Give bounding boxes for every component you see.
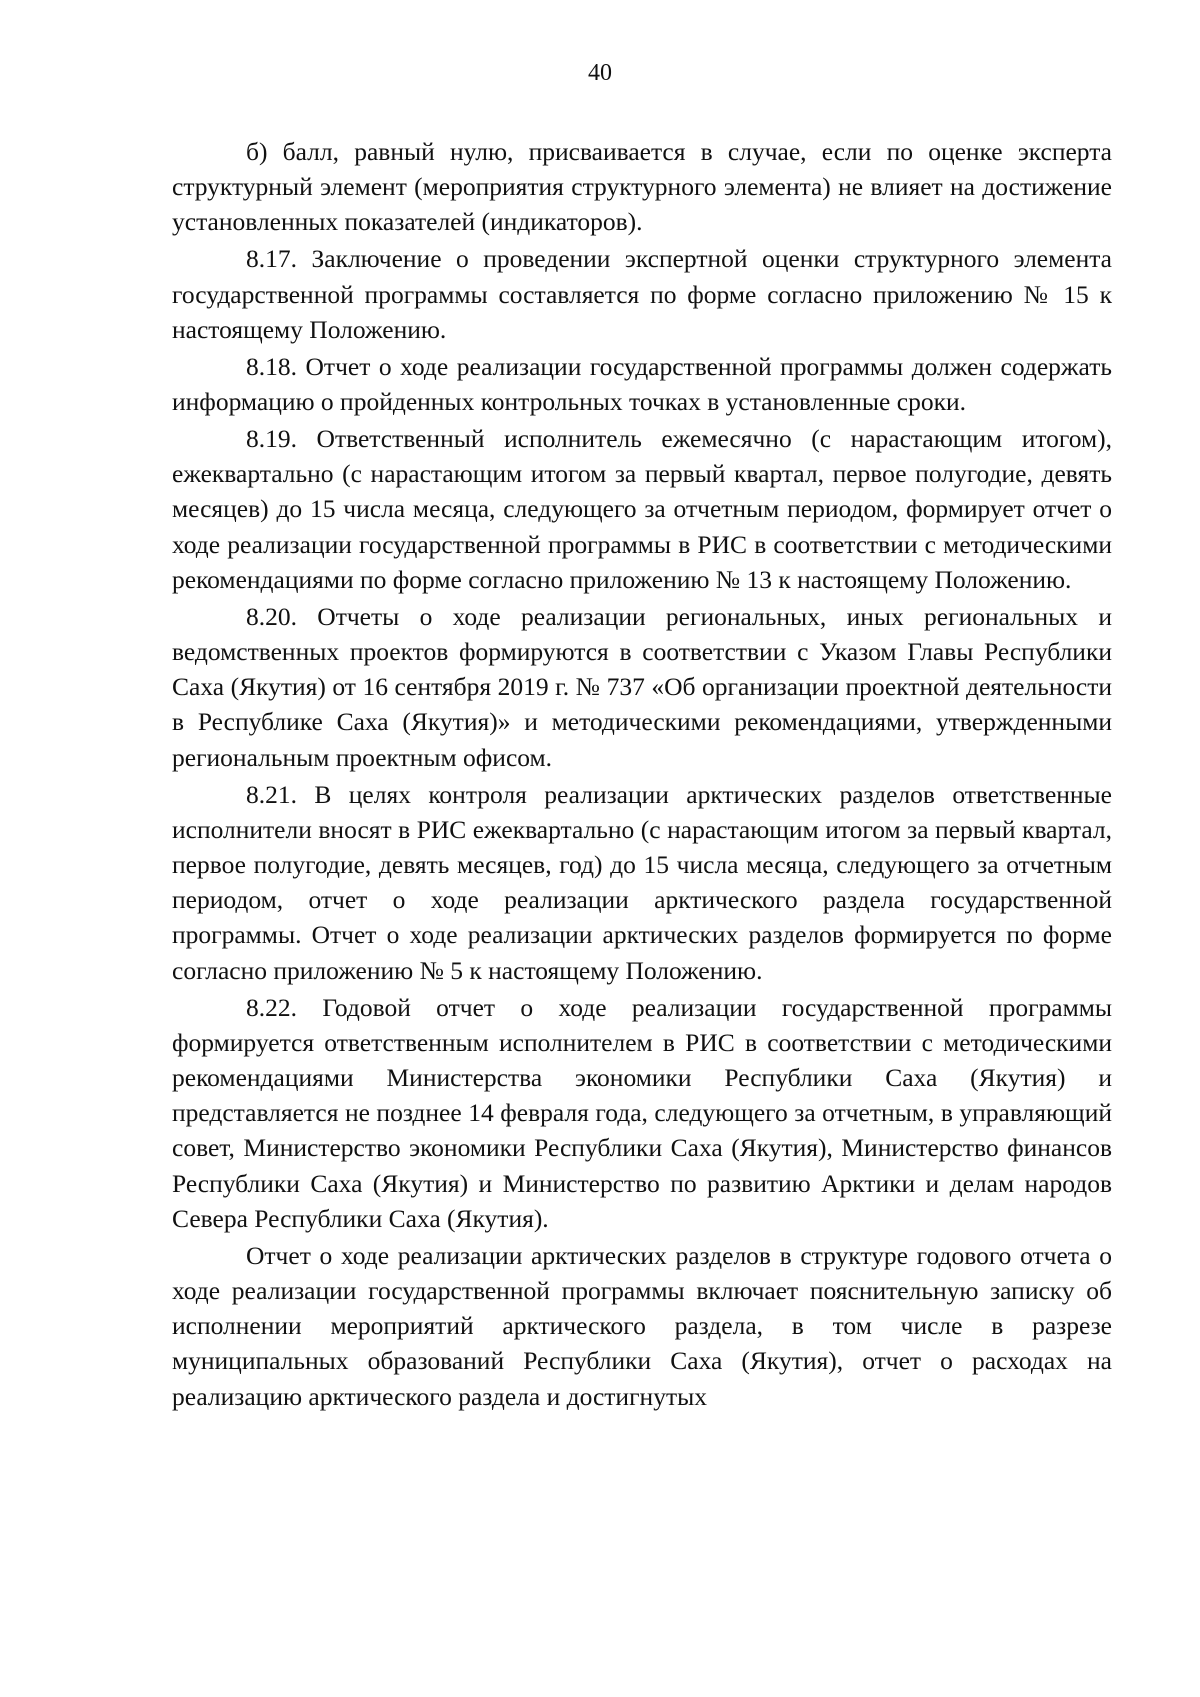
paragraph-8-18: 8.18. Отчет о ходе реализации государственной программы должен содержать информацию о пройденных контрольных точках в установленные сроки.: [172, 351, 1112, 417]
paragraph-8-21: 8.21. В целях контроля реализации арктических разделов ответственные исполнители вносят в РИС ежеквартально (с нарастающим итогом за первый квартал, первое полугодие, девять месяцев, год) до 15 числа месяца, следующего за отчетным периодом, отчет о ходе реализации арктического раздела государственной программы. Отчет о ходе реализации арктических разделов формируется по форме согласно приложению № 5 к настоящему Положению.: [172, 779, 1112, 985]
paragraph-b-zero-score: б) балл, равный нулю, присваивается в случае, если по оценке эксперта структурный элемент (мероприятия структурного элемента) не влияет на достижение установленных показателей (индикаторов).: [172, 137, 1112, 237]
paragraph-8-19: 8.19. Ответственный исполнитель ежемесячно (с нарастающим итогом), ежеквартально (с нарастающим итогом за первый квартал, первое полугодие, девять месяцев) до 15 числа месяца, следующего за отчетным периодом, формирует отчет о ходе реализации государственной программы в РИС в соответствии с методическими рекомендациями по форме согласно приложению № 13 к настоящему Положению.: [172, 424, 1112, 594]
paragraph-arctic-report: Отчет о ходе реализации арктических разделов в структуре годового отчета о ходе реализации государственной программы включает пояснительную записку об исполнении мероприятий арктического раздела, в том числе в разрезе муниципальных образований Республики Саха (Якутия), отчет о расходах на реализацию арктического раздела и достигнутых: [172, 1240, 1112, 1411]
paragraph-8-22: 8.22. Годовой отчет о ходе реализации государственной программы формируется ответственным исполнителем в РИС в соответствии с методическими рекомендациями Министерства экономики Республики Саха (Якутия) и представляется не позднее 14 февраля года, следующего за отчетным, в управляющий совет, Министерство экономики Республики Саха (Якутия), Министерство финансов Республики Саха (Якутия) и Министерство по развитию Арктики и делам народов Севера Республики Саха (Якутия).: [172, 992, 1112, 1233]
paragraph-8-20: 8.20. Отчеты о ходе реализации региональных, иных региональных и ведомственных проектов формируются в соответствии с Указом Главы Республики Саха (Якутия) от 16 сентября 2019 г. № 737 «Об организации проектной деятельности в Республике Саха (Якутия)» и методическими рекомендациями, утвержденными региональным проектным офисом.: [172, 601, 1112, 772]
document-body: [172, 134, 1112, 1414]
paragraph-8-17: 8.17. Заключение о проведении экспертной оценки структурного элемента государственной программы составляется по форме согласно приложению № 15 к настоящему Положению.: [172, 244, 1112, 344]
page-number: 40: [588, 60, 612, 86]
